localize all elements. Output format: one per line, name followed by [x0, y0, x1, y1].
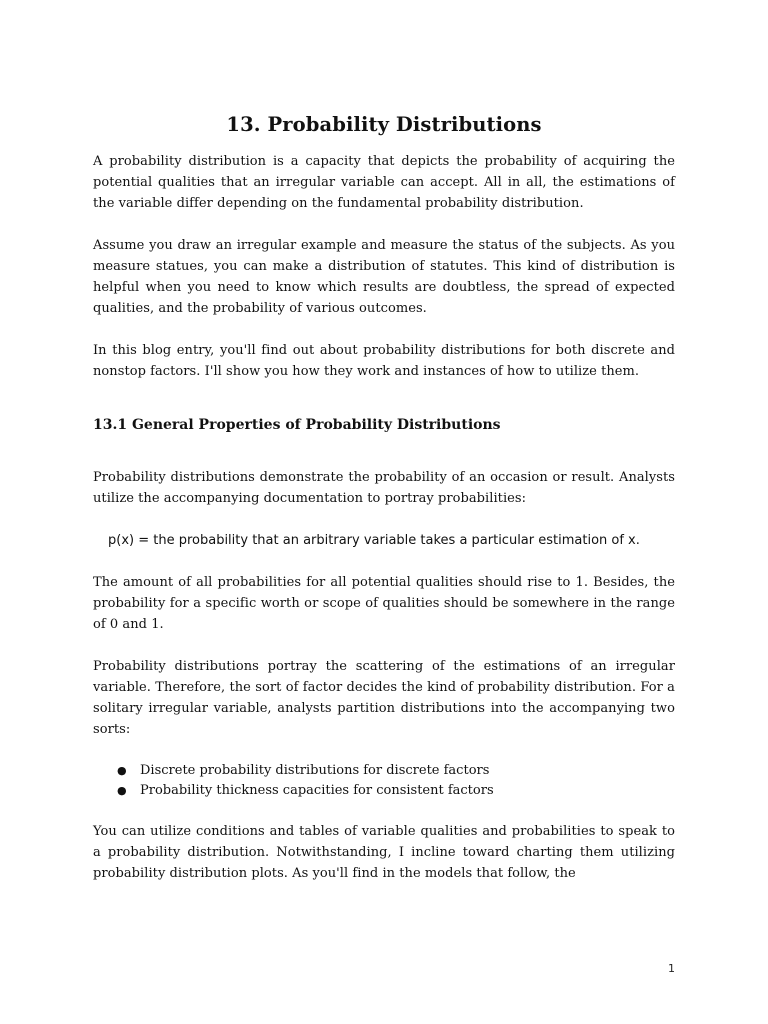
bullet-list: [93, 761, 675, 801]
page-content: [93, 110, 675, 905]
section-paragraph-2: The amount of all probabilities for all potential qualities should rise to 1. Besides, the probability for a specific worth or scope of qualities should be somewhere in the range of 0 and 1.: [93, 575, 675, 632]
chapter-title: 13. Probability Distributions: [226, 113, 542, 136]
bullet-icon: ●: [117, 784, 127, 797]
list-item-text: Probability thickness capacities for consistent factors: [140, 783, 494, 798]
intro-paragraph-1: A probability distribution is a capacity that depicts the probability of acquiring the potential qualities that an irregular variable can accept. All in all, the estimations of the variable differ depending on the fundamental probability distribution.: [93, 154, 675, 211]
section-paragraph-4: You can utilize conditions and tables of variable qualities and probabilities to speak to a probability distribution. Notwithstanding, I incline toward charting them utilizing probability distribution plots. As you'll find in the models that follow, the: [93, 824, 675, 881]
list-item: [93, 761, 675, 781]
section-paragraph-3: Probability distributions portray the scattering of the estimations of an irregular variable. Therefore, the sort of factor decides the kind of probability distribution. For a solitary irregular variable, analysts partition distributions into the accompanying two sorts:: [93, 659, 675, 737]
section-paragraph-1: Probability distributions demonstrate the probability of an occasion or result. Analysts utilize the accompanying documentation to portray probabilities:: [93, 470, 675, 506]
intro-paragraph-2: Assume you draw an irregular example and measure the status of the subjects. As you measure statues, you can make a distribution of statutes. This kind of distribution is helpful when you need to know which results are doubtless, the spread of expected qualities, and the probability of various outcomes.: [93, 238, 675, 316]
list-item: [93, 781, 675, 801]
intro-paragraph-3: In this blog entry, you'll find out about probability distributions for both discrete and nonstop factors. I'll show you how they work and instances of how to utilize them.: [93, 343, 675, 379]
page-number: 1: [668, 962, 675, 975]
formula-line: p(x) = the probability that an arbitrary variable takes a particular estimation of x.: [108, 533, 640, 548]
bullet-icon: ●: [117, 764, 127, 777]
section-title: 13.1 General Properties of Probability Distributions: [93, 417, 501, 433]
list-item-text: Discrete probability distributions for discrete factors: [140, 763, 490, 778]
